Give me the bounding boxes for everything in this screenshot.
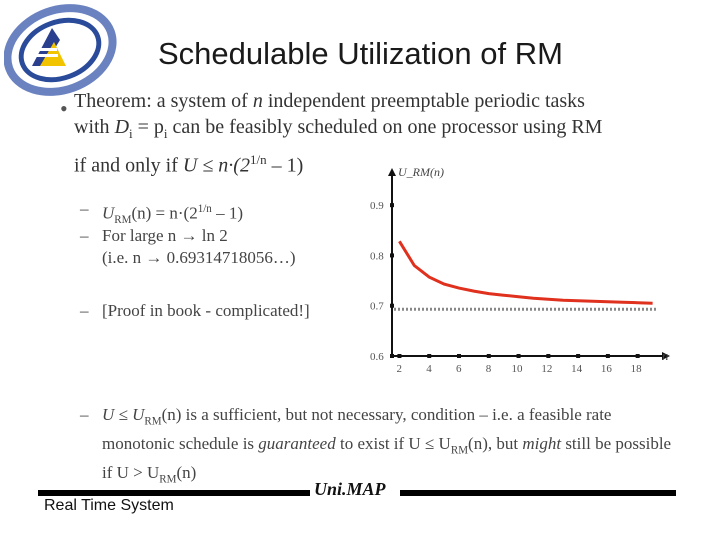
chart-x-tick-label: 8 (485, 363, 492, 375)
urm-chart (360, 160, 680, 380)
chart-x-tick-label: 6 (456, 363, 462, 375)
chart-x-tick-label: 16 (600, 363, 612, 375)
chart-x-tick-label: 4 (426, 363, 432, 375)
chart-y-tick-label: 0.7 (370, 300, 384, 313)
slide-title: Schedulable Utilization of RM (158, 36, 563, 71)
chart-y-tick (390, 203, 394, 207)
bullet-large-n: – For large n → ln 2 (i.e. n → 0.69314718056…) (80, 226, 296, 267)
chart-y-tick (390, 253, 394, 257)
chart-x-tick-label: 18 (630, 363, 642, 375)
chart-x-tick (636, 354, 640, 358)
chart-x-tick (457, 354, 461, 358)
chart-y-tick-label: 0.9 (370, 200, 384, 213)
chart-x-tick (576, 354, 580, 358)
theorem-text: Theorem: a system of n independent preemptable periodic tasks with $D_i = p_i$ can be feasibly scheduled on one processor using RM if and only if $U \le n\cdot(2^{1/n} - 1)$ (74, 90, 603, 177)
bullet-urm-formula: – $U_{RM}(n) = n\cdot(2^{1/n} - 1)$ (80, 199, 244, 227)
footer-rule-left (38, 490, 310, 496)
chart-x-tick (546, 354, 550, 358)
chart-x-tick (487, 354, 491, 358)
chart-y-tick-label: 0.8 (370, 250, 384, 263)
chart-x-tick-label: 2 (396, 363, 402, 375)
chart-x-tick-label: 12 (541, 363, 553, 375)
chart-y-tick (390, 354, 394, 358)
chart-x-tick (427, 354, 431, 358)
chart-y-arrow (388, 168, 396, 176)
chart-x-tick-label: 10 (511, 363, 523, 375)
unimap-logo (4, 4, 132, 96)
bullet-marker: • (60, 96, 68, 121)
footer-course-name: Real Time System (44, 497, 174, 514)
chart-x-tick (517, 354, 521, 358)
chart-xlabel: n (662, 348, 669, 363)
chart-ylabel: U_RM(n) (398, 165, 444, 179)
chart-x-tick (606, 354, 610, 358)
chart-y-tick-label: 0.6 (370, 351, 384, 363)
chart-y-tick (390, 304, 394, 308)
bullet-proof: – [Proof in book - complicated!] (80, 301, 310, 320)
footer-rule-right (400, 490, 676, 496)
chart-urm-curve (399, 241, 652, 303)
footer-brand: Uni.MAP (314, 479, 386, 499)
sufficient-condition-note: – $U \le U_{RM}(n)$ is a sufficient, but not necessary, condition – i.e. a feasible rate monotonic schedule is guaranteed to exist if $U \le U_{RM}(n)$, but might still be possible if $U > U_{RM}(n)$ (80, 405, 672, 486)
chart-x-tick-label: 14 (571, 363, 583, 375)
chart-x-tick (397, 354, 401, 358)
